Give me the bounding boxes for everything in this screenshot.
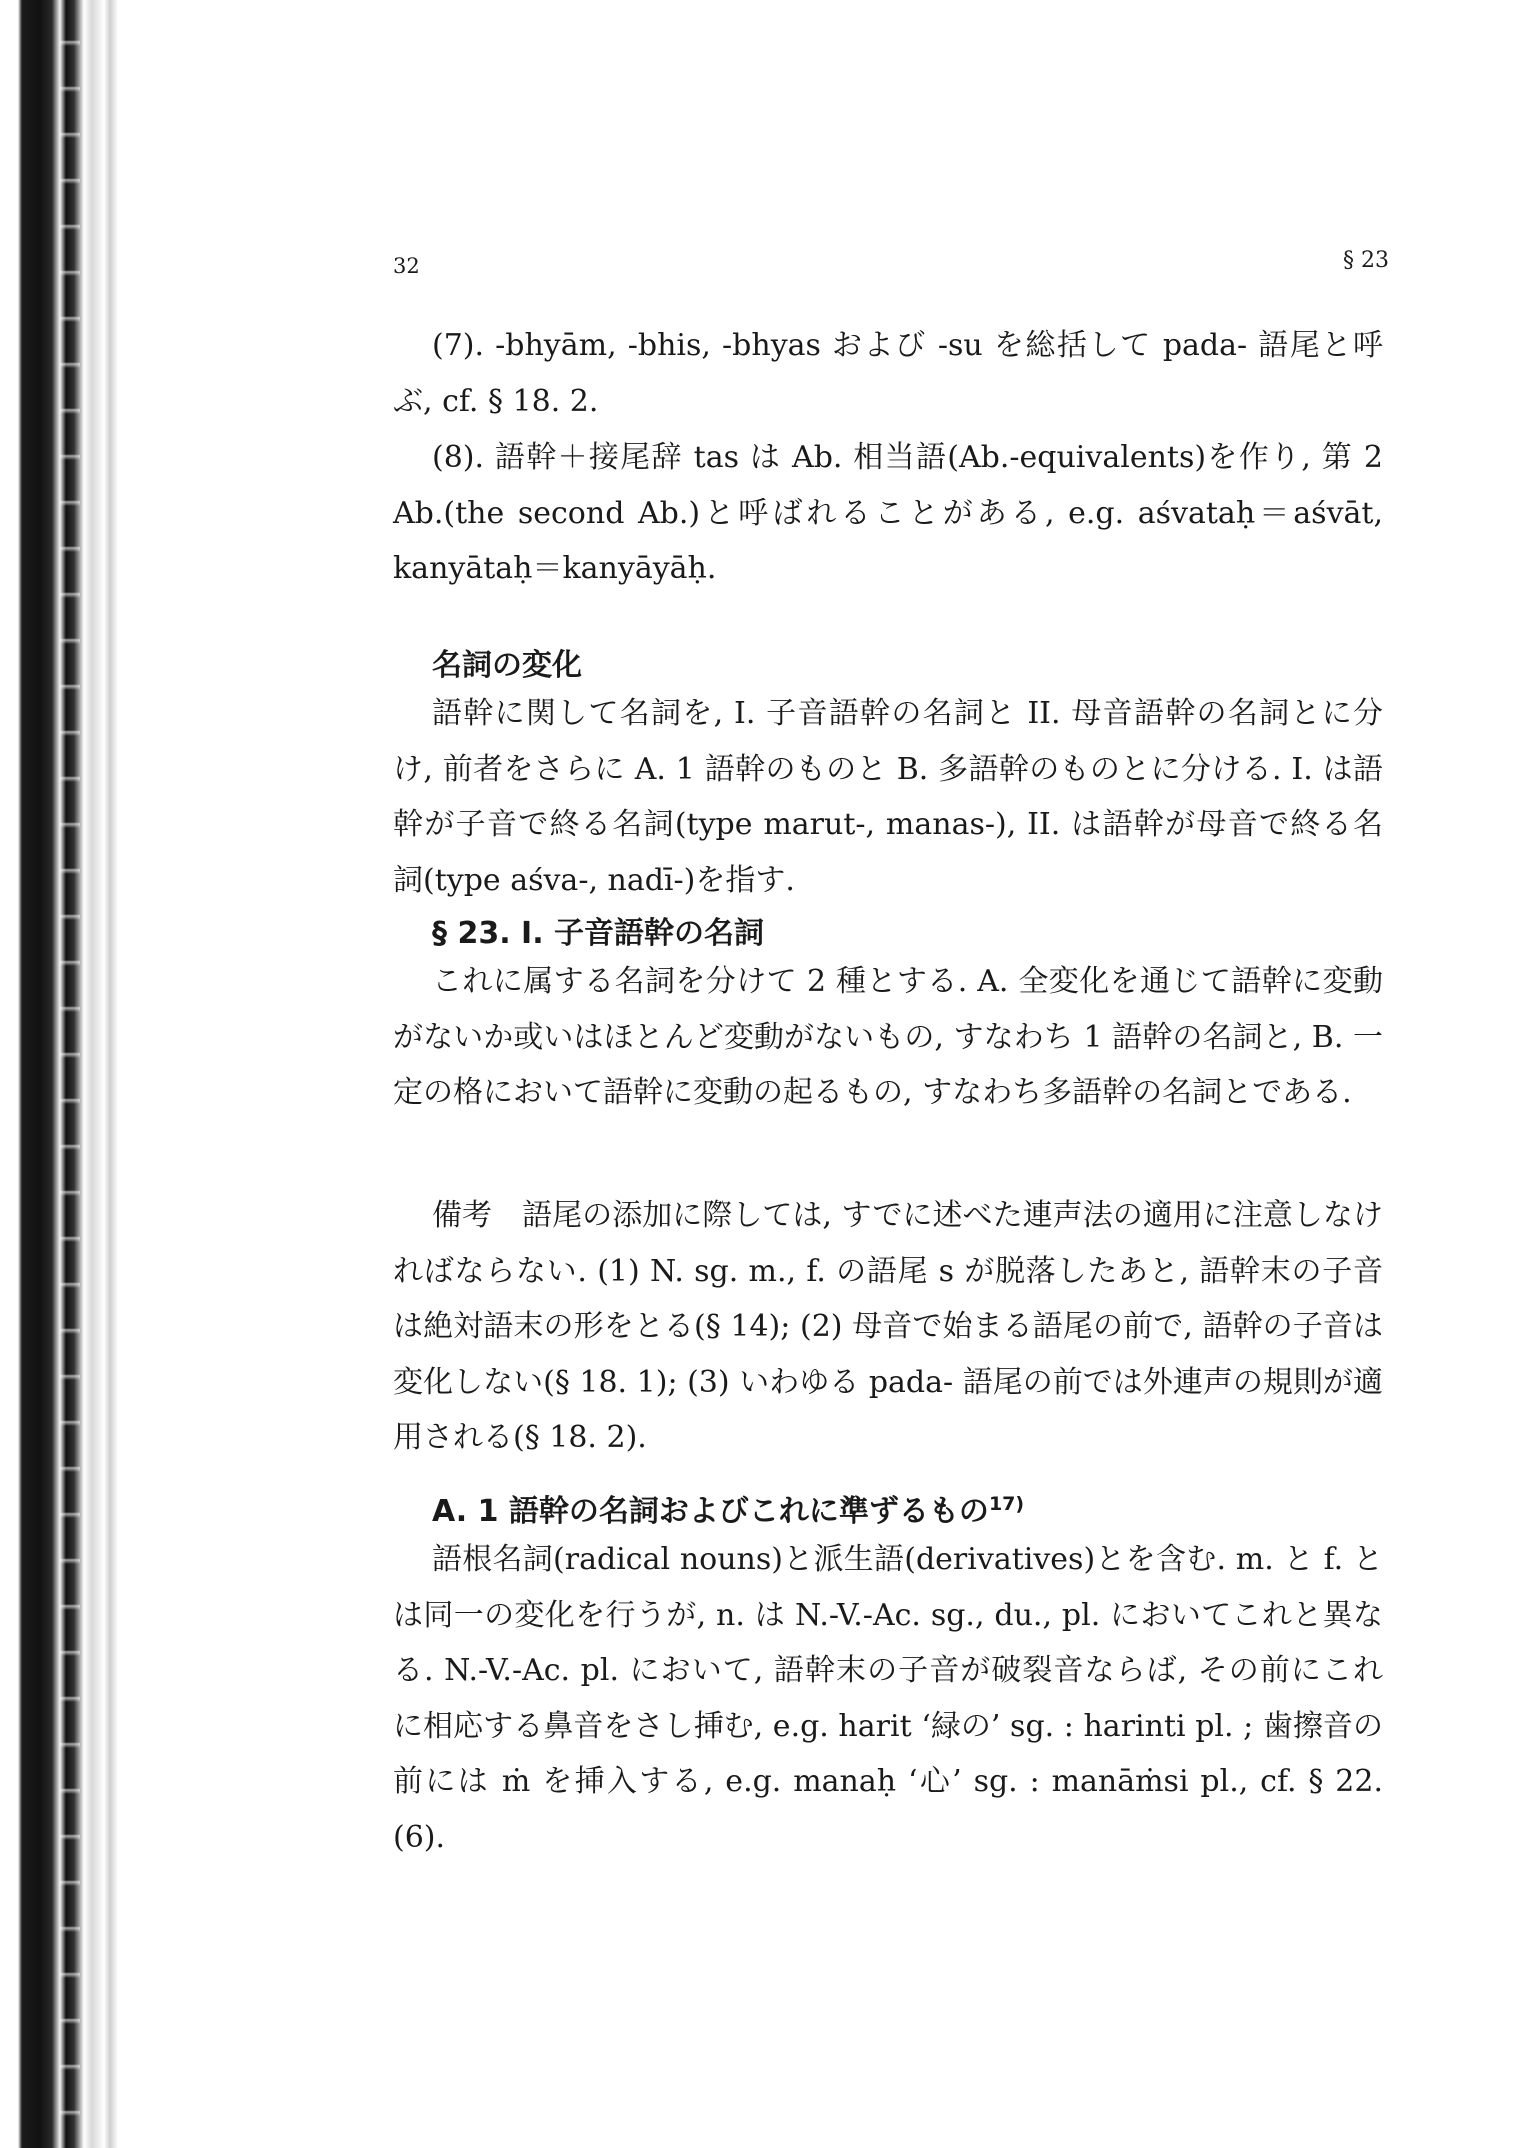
running-section-ref: § 23 bbox=[1343, 248, 1389, 273]
heading-a-single-stem bbox=[432, 1486, 1024, 1530]
page-number: 32 bbox=[393, 254, 420, 278]
paragraph-a-text: 語根名詞(radical nouns)と派生語(derivatives)とを含む. m. と f. とは同一の変化を行うが, n. は N.-V.-Ac. sg., du., pl. においてこれと異なる. N.-V.-Ac. pl. において, 語幹末の子音が破裂音ならば, その前にこれに相応する鼻音をさし挿む, e.g. harit ‘緑の’ sg. : harinti pl. ; 歯擦音の前には ṁ を挿入する, e.g. manaḥ ‘心’ sg. : manāṁsi pl., cf. § 22. (6). bbox=[393, 1542, 1383, 1855]
heading-noun-inflection: 名詞の変化 bbox=[432, 648, 582, 683]
paragraph-remark: 備考 語尾の添加に際しては, すでに述べた連声法の適用に注意しなければならない. (1) N. sg. m., f. の語尾 s が脱落したあと, 語幹末の子音は絶対語末の形をとる(§ 14); (2) 母音で始まる語尾の前で, 語幹の子音は変化しない(§ 18. 1); (3) いわゆる pada- 語尾の前では外連声の規則が適用される(§ 18. 2). bbox=[393, 1198, 1383, 1455]
heading-a-title: A. 1 語幹の名詞およびこれに準ずるもの bbox=[432, 1494, 989, 1529]
heading-section-23: § 23. I. 子音語幹の名詞 bbox=[432, 916, 765, 951]
paragraph-noun-intro: 語幹に関して名詞を, I. 子音語幹の名詞と II. 母音語幹の名詞とに分け, 前者をさらに A. 1 語幹のものと B. 多語幹のものとに分ける. I. は語幹が子音で終る名詞(type marut-, manas-), II. は語幹が母音で終る名詞(type aśva-, nadī-)を指す. bbox=[393, 696, 1383, 898]
paragraph-7: (7). -bhyām, -bhis, -bhyas および -su を総括して pada- 語尾と呼ぶ, cf. § 18. 2. bbox=[393, 328, 1383, 419]
paragraph-8: (8). 語幹＋接尾辞 tas は Ab. 相当語(Ab.-equivalents)を作り, 第 2 Ab.(the second Ab.)と呼ばれることがある, e.g. aśvataḥ＝aśvāt, kanyātaḥ＝kanyāyāḥ. bbox=[393, 440, 1383, 586]
footnote-marker: 17) bbox=[988, 1493, 1025, 1515]
scan-binding-edge bbox=[0, 0, 140, 2148]
paragraph-section-23: これに属する名詞を分けて 2 種とする. A. 全変化を通じて語幹に変動がないか或いはほとんど変動がないもの, すなわち 1 語幹の名詞と, B. 一定の格において語幹に変動の起るもの, すなわち多語幹の名詞とである. bbox=[393, 964, 1383, 1110]
